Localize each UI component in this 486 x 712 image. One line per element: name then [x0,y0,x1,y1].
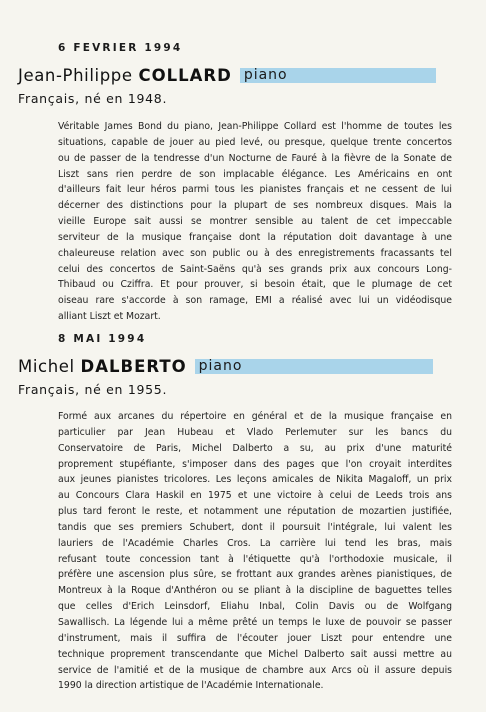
concert-date: 6 FEVRIER 1994 [58,42,183,54]
instrument-label: piano [240,68,436,83]
biography-line: ou de passer de la tendresse d'un Nocturne de Fauré à la fièvre de la Sonate de [58,152,452,164]
biography-line: Montreux à la Roque d'Anthéron ou se pliant à la discipline de baguettes telles [58,585,452,597]
artist-heading [18,64,436,86]
biography-line: vieille Europe sait aussi se montrer sensible au talent de cet impeccable [58,216,452,228]
biography-line: décerner des distinctions pour la plupart de ses nombreux disques. Mais la [58,200,452,212]
biography-line: proprement stupéfiante, s'imposer dans des pages que l'on croyait interdites [58,458,452,470]
biography-line: aux jeunes pianistes tricolores. Les leçons amicales de Nikita Magaloff, un prix [58,474,452,486]
biography-line: service de l'amitié et de la musique de chambre aux Arcs où il assure depuis [58,664,452,676]
artist-biography [58,409,452,694]
biography-line: refusant toute concession tant à l'étiquette qu'à l'orthodoxie musicale, il [58,553,452,565]
biography-line: préfère une ascension plus sûre, se frottant aux grandes arènes pianistiques, de [58,569,452,581]
biography-line: d'ailleurs fait leur héros parmi tous les pianistes français et ne cessent de lui [58,184,452,196]
biography-line: d'instrument, mais il suffira de l'écouter jouer Liszt pour entendre une [58,632,452,644]
artist-heading [18,355,433,377]
artist-last-name: DALBERTO [80,356,187,376]
biography-line: particulier par Jean Hubeau et Vlado Perlemuter sur les bancs du [58,426,452,438]
biography-line: 1990 la direction artistique de l'Académie Internationale. [58,680,324,692]
biography-line: celui des concertos de Saint-Saëns qu'à ses grands prix aux concours Long- [58,263,452,275]
biography-line: oiseau rare s'accorde à son ramage, EMI a réalisé avec lui un vidéodisque [58,295,452,307]
biography-line: lauriers de l'Académie Charles Cros. La carrière lui tend les bras, mais [58,537,452,549]
biography-line: tandis que ses premiers Schubert, dont il poursuit l'intégrale, lui valent les [58,521,452,533]
biography-line: Conservatoire de Paris, Michel Dalberto a su, au prix d'une maturité [58,442,452,454]
biography-line: Thibaud ou Cziffra. Et pour prouver, si besoin était, que le plumage de cet [58,279,452,291]
artist-first-name: Michel [18,356,75,376]
biography-line: Liszt sans rien perdre de son implacable élégance. Les Américains en ont [58,168,452,180]
biography-line: chaleureuse relation avec son public ou à des enregistrements fracassants tel [58,247,452,259]
artist-first-name: Jean-Philippe [18,65,133,85]
biography-line: technique proprement transcendante que Michel Dalberto sait aussi mettre au [58,648,452,660]
artist-nationality: Français, né en 1948. [18,91,168,106]
biography-line: situations, capable de jouer au pied levé, ou presque, quelque trente concertos [58,136,452,148]
biography-line: que celles d'Erich Leinsdorf, Eliahu Inbal, Colin Davis ou de Wolfgang [58,601,452,613]
artist-nationality: Français, né en 1955. [18,382,168,397]
artist-name [18,357,187,376]
instrument-label: piano [195,359,433,374]
biography-line: au Concours Clara Haskil en 1975 et une victoire à celui de Leeds trois ans [58,490,452,502]
biography-line: serviteur de la musique française dont la réputation doit davantage à une [58,231,452,243]
biography-line: Formé aux arcanes du répertoire en général et de la musique française en [58,411,452,422]
artist-name [18,66,232,85]
biography-line: plus tard feront le reste, et notamment une réputation de mozartien justifiée, [58,506,452,518]
artist-last-name: COLLARD [138,65,232,85]
biography-line: Sawallisch. La légende lui a même prêté un temps le luxe de pouvoir se passer [58,616,452,628]
biography-line: Véritable James Bond du piano, Jean-Philippe Collard est l'homme de toutes les [58,121,452,132]
concert-date: 8 MAI 1994 [58,333,147,345]
artist-biography [58,119,452,325]
biography-line: alliant Liszt et Mozart. [58,311,161,323]
